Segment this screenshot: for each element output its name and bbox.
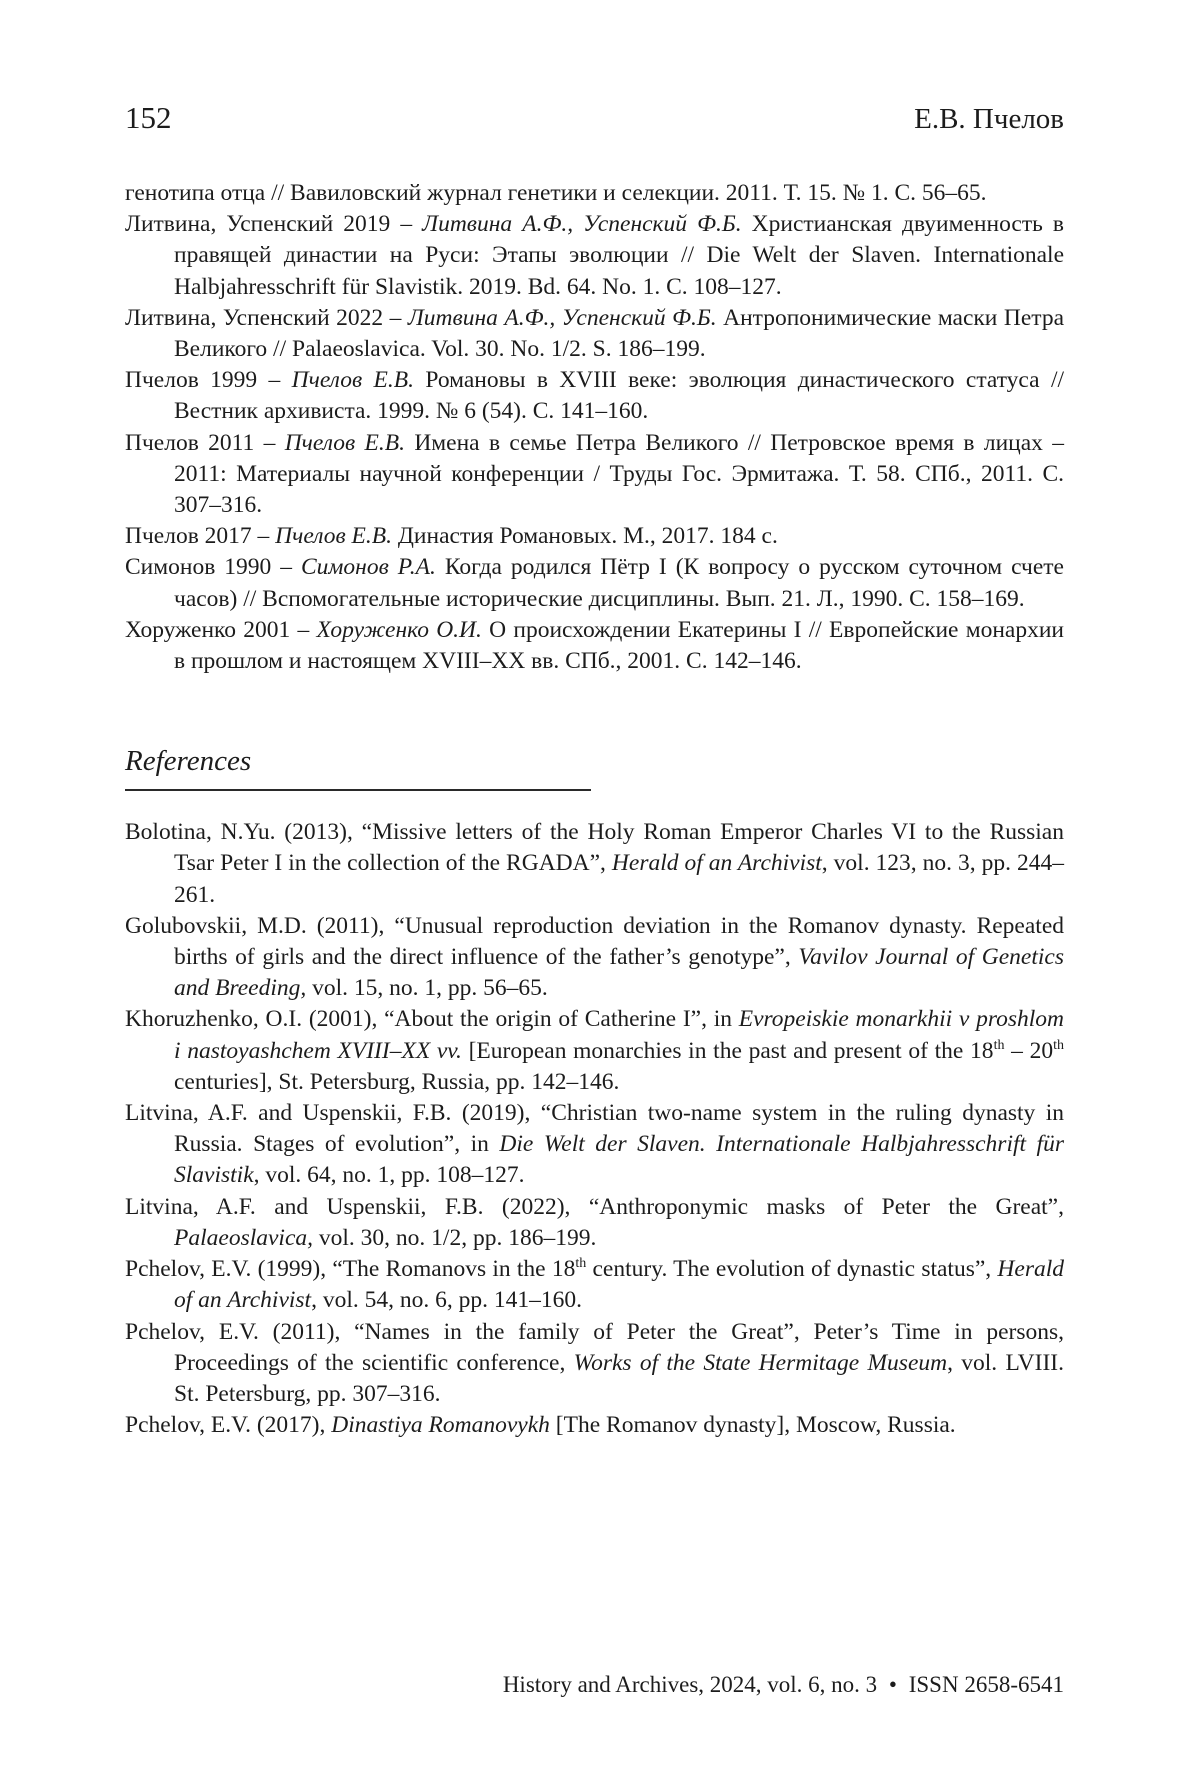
entry-title-italic: Works of the State Hermitage Museum — [574, 1350, 947, 1376]
entry-text: , vol. LVIII. St. Petersburg, pp. 307–316. — [174, 1350, 1064, 1407]
entry-text: Litvina, A.F. and Uspenskii, F.B. (2022), “Anthroponymic masks of Peter the Great”, — [125, 1194, 1064, 1220]
references-list — [125, 817, 1064, 1441]
bibliography-entry — [125, 1098, 1064, 1192]
footer-separator: • — [889, 1672, 897, 1697]
entry-text: Pchelov, E.V. (2011), “Names in the family of Peter the Great”, Peter’s Time in persons, Proceedings of the scientific conference, — [125, 1319, 1064, 1376]
entry-text: О происхождении Екатерины I // Европейские монархии в прошлом и настоящем XVIII–XX вв. СПб., 2001. С. 142–146. — [174, 617, 1064, 674]
entry-title-italic: Литвина А.Ф., Успенский Ф.Б. — [408, 305, 717, 331]
bibliography-entry — [125, 1004, 1064, 1098]
bibliography-entry — [125, 521, 1064, 552]
entry-title-italic: Herald of an Archivist — [174, 1256, 1064, 1313]
bibliography-entry — [125, 1410, 1064, 1441]
bibliography-entry — [125, 428, 1064, 522]
entry-text: Симонов 1990 – — [125, 554, 301, 580]
entry-title-italic: Dinastiya Romanovykh — [331, 1412, 550, 1438]
entry-title-italic: Vavilov Journal of Genetics and Breeding, — [174, 944, 1064, 1001]
entry-text: centuries], St. Petersburg, Russia, pp. 142–146. — [174, 1069, 619, 1095]
entry-title-italic: Palaeoslavica, — [174, 1225, 313, 1251]
entry-title-italic: Симонов Р.А. — [301, 554, 436, 580]
entry-text: Христианская двуименность в правящей династии на Руси: Этапы эволюции // Die Welt der Slaven. Internationale Halbjahresschrift für Slavistik. 2019. Bd. 64. No. 1. С. 108–127. — [174, 211, 1064, 299]
footer-journal: History and Archives, 2024, vol. 6, no. 3 — [503, 1672, 877, 1697]
entry-title-italic: Evropeiskie monarkhii v proshlom i nastoyashchem XVIII–XX vv. — [174, 1006, 1064, 1063]
entry-text: генотипа отца // Вавиловский журнал генетики и селекции. 2011. Т. 15. № 1. С. 56–65. — [125, 180, 987, 206]
footer-issn: ISSN 2658-6541 — [909, 1672, 1064, 1697]
entry-text: th — [994, 1038, 1005, 1053]
page-content — [125, 178, 1064, 1441]
bibliography-entry — [125, 552, 1064, 614]
entry-text: Династия Романовых. М., 2017. 184 с. — [392, 523, 778, 549]
entry-text: Pchelov, E.V. (1999), “The Romanovs in the 18 — [125, 1256, 575, 1282]
entry-text: [European monarchies in the past and present of the 18 — [462, 1038, 994, 1064]
page-header — [125, 100, 1064, 136]
entry-text: , vol. 123, no. 3, pp. 244–261. — [174, 850, 1064, 907]
bibliography-entry — [125, 178, 1064, 209]
entry-title-italic: Пчелов Е.В. — [285, 430, 405, 456]
entry-text: Пчелов 2017 – — [125, 523, 275, 549]
entry-text: Pchelov, E.V. (2017), — [125, 1412, 331, 1438]
bibliography-entry — [125, 911, 1064, 1005]
entry-text: Имена в семье Петра Великого // Петровское время в лицах – 2011: Материалы научной конференции / Труды Гос. Эрмитажа. Т. 58. СПб., 2011. С. 307–316. — [174, 430, 1064, 518]
entry-title-italic: Хоруженко О.И. — [317, 617, 482, 643]
entry-text: vol. 15, no. 1, pp. 56–65. — [306, 975, 548, 1001]
entry-text: Антропонимические маски Петра Великого // Palaeoslavica. Vol. 30. No. 1/2. S. 186–199. — [174, 305, 1064, 362]
entry-title-italic: Die Welt der Slaven. Internationale Halbjahresschrift für Slavistik — [174, 1131, 1064, 1188]
bibliography-entry — [125, 817, 1064, 911]
bibliography-entry — [125, 365, 1064, 427]
entry-title-italic: Литвина А.Ф., Успенский Ф.Б. — [422, 211, 741, 237]
entry-title-italic: Пчелов Е.В. — [292, 367, 414, 393]
references-heading: References — [125, 741, 591, 791]
entry-text: Пчелов 1999 – — [125, 367, 292, 393]
entry-text: , vol. 64, no. 1, pp. 108–127. — [254, 1162, 525, 1188]
entry-text: Golubovskii, M.D. (2011), “Unusual reproduction deviation in the Romanov dynasty. Repeated births of girls and the direct influence of the father’s genotype”, — [125, 913, 1064, 970]
entry-text: th — [1053, 1038, 1064, 1053]
page-number: 152 — [125, 100, 172, 136]
entry-text: Litvina, A.F. and Uspenskii, F.B. (2019), “Christian two-name system in the ruling dynasty in Russia. Stages of evolution”, in — [125, 1100, 1064, 1157]
entry-text: Литвина, Успенский 2022 – — [125, 305, 408, 331]
page-footer — [503, 1672, 1064, 1698]
bibliography-entry — [125, 1317, 1064, 1411]
running-author: Е.В. Пчелов — [914, 103, 1064, 136]
entry-text: [The Romanov dynasty], Moscow, Russia. — [550, 1412, 956, 1438]
entry-text: , vol. 54, no. 6, pp. 141–160. — [311, 1287, 582, 1313]
entry-text: century. The evolution of dynastic status”, — [586, 1256, 997, 1282]
entry-text: Литвина, Успенский 2019 – — [125, 211, 422, 237]
entry-text: Хоруженко 2001 – — [125, 617, 317, 643]
entry-title-italic: Herald of an Archivist — [612, 850, 822, 876]
bibliography-entry — [125, 303, 1064, 365]
entry-text: – 20 — [1004, 1038, 1053, 1064]
entry-text: vol. 30, no. 1/2, pp. 186–199. — [313, 1225, 596, 1251]
bibliography-entry — [125, 209, 1064, 303]
bibliography-ru — [125, 178, 1064, 677]
entry-text: Bolotina, N.Yu. (2013), “Missive letters of the Holy Roman Emperor Charles VI to the Russian Tsar Peter I in the collection of the RGADA”, — [125, 819, 1064, 876]
entry-text: Романовы в XVIII веке: эволюция династического статуса // Вестник архивиста. 1999. № 6 (54). С. 141–160. — [174, 367, 1064, 424]
bibliography-entry — [125, 615, 1064, 677]
entry-text: Khoruzhenko, O.I. (2001), “About the origin of Catherine I”, in — [125, 1006, 739, 1032]
entry-text: Когда родился Пётр I (К вопросу о русском суточном счете часов) // Вспомогательные исторические дисциплины. Вып. 21. Л., 1990. С. 158–169. — [174, 554, 1064, 611]
entry-text: th — [575, 1256, 586, 1271]
entry-text: Пчелов 2011 – — [125, 430, 285, 456]
bibliography-entry — [125, 1254, 1064, 1316]
bibliography-entry — [125, 1192, 1064, 1254]
entry-title-italic: Пчелов Е.В. — [275, 523, 392, 549]
